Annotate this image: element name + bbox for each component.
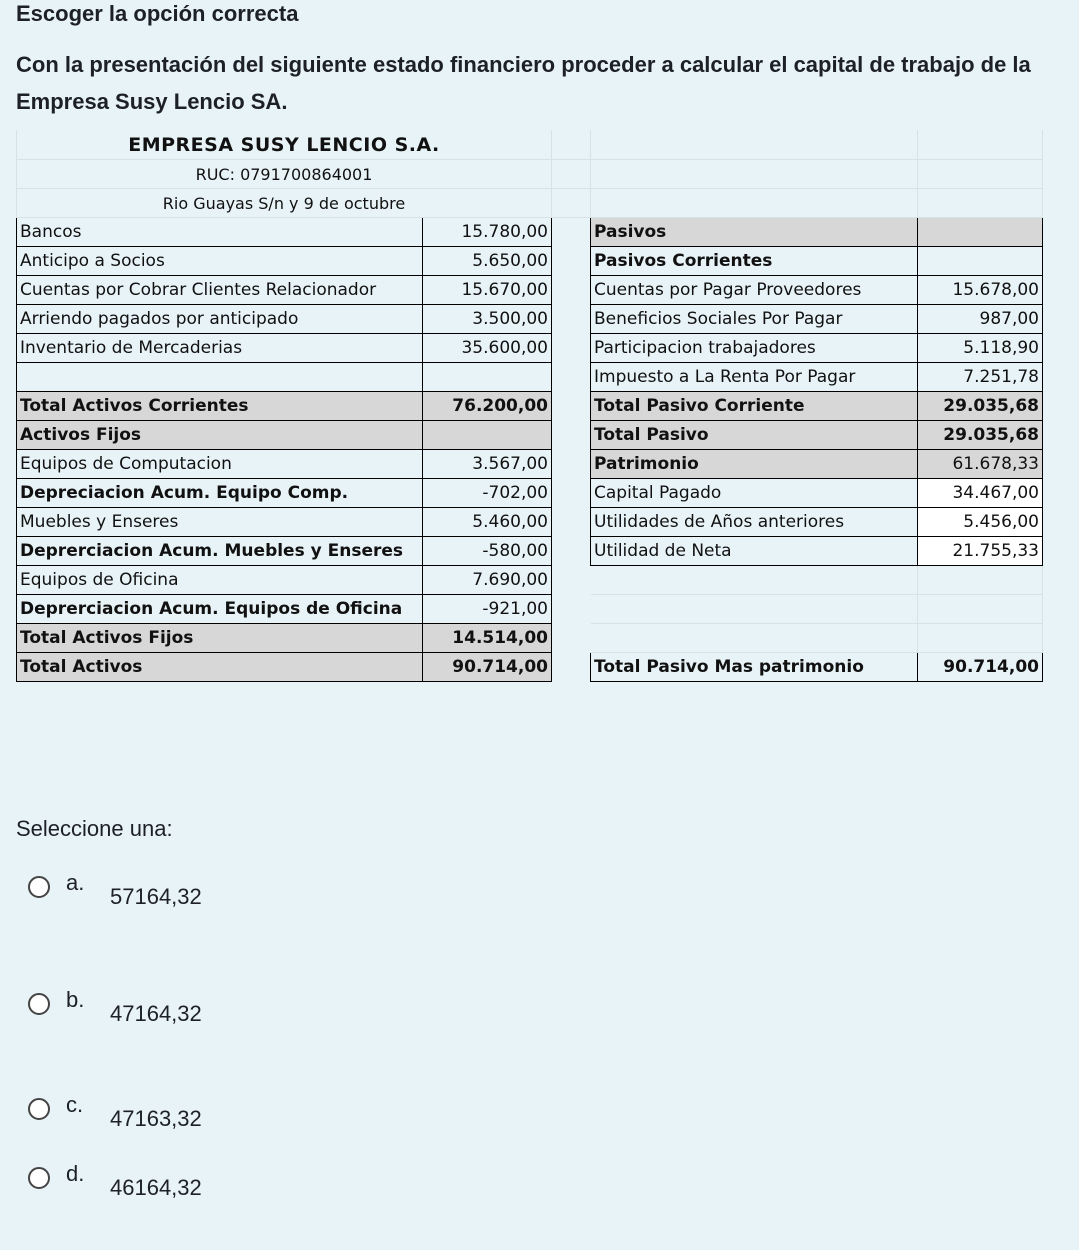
financial-statement-table (16, 130, 1043, 682)
asset-value: 76.200,00 (423, 392, 552, 421)
radio-button[interactable] (28, 993, 50, 1015)
liability-value (918, 218, 1043, 247)
option-letter: d. (66, 1161, 85, 1186)
radio-button[interactable] (28, 876, 50, 898)
liability-value: 34.467,00 (918, 479, 1043, 508)
asset-label: Total Activos Corrientes (17, 392, 423, 421)
liability-value: 15.678,00 (918, 276, 1043, 305)
asset-label: Inventario de Mercaderias (17, 334, 423, 363)
liability-value: 29.035,68 (918, 421, 1043, 450)
company-name: EMPRESA SUSY LENCIO S.A. (17, 130, 552, 160)
asset-label: Anticipo a Socios (17, 247, 423, 276)
asset-value: -921,00 (423, 595, 552, 624)
asset-label: Equipos de Computacion (17, 450, 423, 479)
asset-label: Depreciacion Acum. Equipo Comp. (17, 479, 423, 508)
liability-label: Pasivos Corrientes (591, 247, 918, 276)
asset-label: Equipos de Oficina (17, 566, 423, 595)
asset-value: 3.567,00 (423, 450, 552, 479)
asset-value: 7.690,00 (423, 566, 552, 595)
liability-label: Total Pasivo Corriente (591, 392, 918, 421)
liability-label: Impuesto a La Renta Por Pagar (591, 363, 918, 392)
asset-value (423, 421, 552, 450)
liability-label: Patrimonio (591, 450, 918, 479)
asset-label: Arriendo pagados por anticipado (17, 305, 423, 334)
liability-value: 5.118,90 (918, 334, 1043, 363)
asset-value: 90.714,00 (423, 653, 552, 682)
liability-value (918, 247, 1043, 276)
answer-prompt: Seleccione una: (16, 816, 173, 841)
company-ruc: RUC: 0791700864001 (17, 160, 552, 189)
option-letter: b. (66, 987, 85, 1012)
option-value[interactable]: 46164,32 (110, 1175, 202, 1200)
radio-button[interactable] (28, 1167, 50, 1189)
company-address: Rio Guayas S/n y 9 de octubre (17, 189, 552, 218)
asset-label: Cuentas por Cobrar Clientes Relacionador (17, 276, 423, 305)
option-letter: c. (66, 1092, 84, 1117)
asset-value: 3.500,00 (423, 305, 552, 334)
asset-label (17, 363, 423, 392)
asset-value: 15.780,00 (423, 218, 552, 247)
liability-value: 61.678,33 (918, 450, 1043, 479)
asset-label: Deprerciacion Acum. Equipos de Oficina (17, 595, 423, 624)
liability-value: 5.456,00 (918, 508, 1043, 537)
liability-label: Cuentas por Pagar Proveedores (591, 276, 918, 305)
liability-label: Capital Pagado (591, 479, 918, 508)
liability-label: Utilidad de Neta (591, 537, 918, 566)
liability-value: 90.714,00 (918, 653, 1043, 682)
asset-label: Muebles y Enseres (17, 508, 423, 537)
option-value[interactable]: 47163,32 (110, 1106, 202, 1131)
asset-value: 35.600,00 (423, 334, 552, 363)
asset-value: 14.514,00 (423, 624, 552, 653)
liability-value: 29.035,68 (918, 392, 1043, 421)
asset-label: Total Activos Fijos (17, 624, 423, 653)
liability-label: Total Pasivo Mas patrimonio (591, 653, 918, 682)
asset-label: Total Activos (17, 653, 423, 682)
asset-value (423, 363, 552, 392)
liability-label: Beneficios Sociales Por Pagar (591, 305, 918, 334)
radio-button[interactable] (28, 1098, 50, 1120)
asset-value: 15.670,00 (423, 276, 552, 305)
asset-value: -580,00 (423, 537, 552, 566)
asset-label: Bancos (17, 218, 423, 247)
asset-value: 5.460,00 (423, 508, 552, 537)
liability-label: Participacion trabajadores (591, 334, 918, 363)
asset-label: Deprerciacion Acum. Muebles y Enseres (17, 537, 423, 566)
option-letter: a. (66, 870, 85, 895)
liability-value: 7.251,78 (918, 363, 1043, 392)
liability-value: 987,00 (918, 305, 1043, 334)
option-value[interactable]: 47164,32 (110, 1001, 202, 1026)
liability-value: 21.755,33 (918, 537, 1043, 566)
liability-label: Total Pasivo (591, 421, 918, 450)
asset-label: Activos Fijos (17, 421, 423, 450)
question-header: Escoger la opción correcta (16, 1, 299, 26)
question-text: Con la presentación del siguiente estado financiero proceder a calcular el capital de trabajo de la Empresa Susy Lencio SA. (16, 52, 1031, 114)
option-value[interactable]: 57164,32 (110, 884, 202, 909)
asset-value: 5.650,00 (423, 247, 552, 276)
liability-label: Utilidades de Años anteriores (591, 508, 918, 537)
asset-value: -702,00 (423, 479, 552, 508)
liability-label: Pasivos (591, 218, 918, 247)
